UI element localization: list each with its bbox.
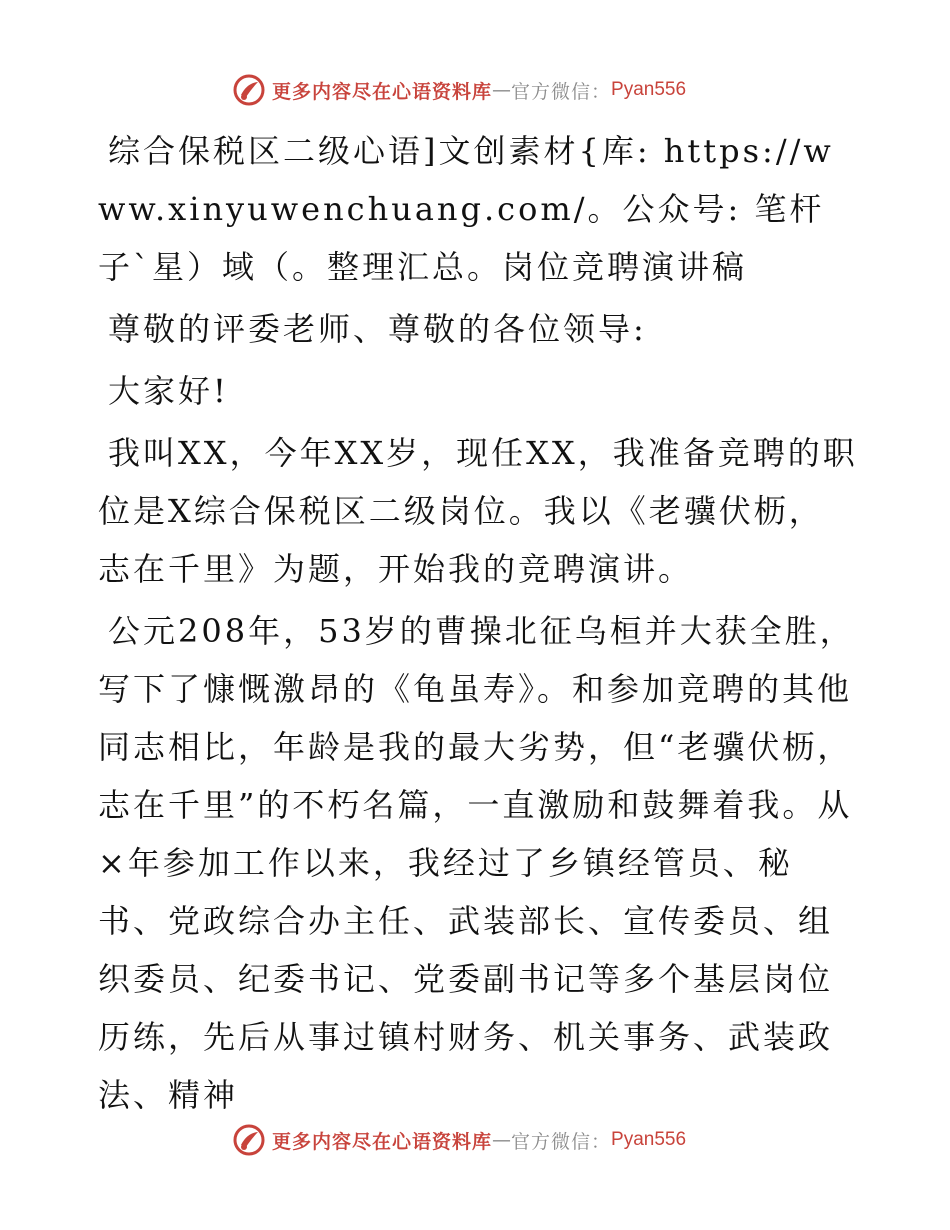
footer-banner	[232, 1122, 686, 1158]
salutation: 尊敬的评委老师、尊敬的各位领导:	[108, 310, 647, 348]
header-slogan: 更多内容尽在心语资料库	[272, 80, 493, 103]
greeting: 大家好!	[108, 372, 229, 410]
brush-logo-icon	[232, 1123, 266, 1157]
self-introduction-paragraph: 我叫XX，今年XX岁，现任XX，我准备竞聘的职位是X综合保税区二级岗位。我以《老骥伏枥，志在千里》为题，开始我的竞聘演讲。	[98, 434, 858, 588]
footer-separator: —	[492, 1129, 512, 1151]
header-wechat-label: 官方微信：	[511, 80, 612, 103]
footer-wechat-id: Pyan556	[611, 1129, 687, 1150]
header-banner	[232, 72, 686, 108]
brush-logo-icon	[232, 73, 266, 107]
header-wechat-id: Pyan556	[611, 79, 687, 100]
document-body	[98, 122, 858, 1128]
intro-paragraph: 综合保税区二级心语]文创素材{库: https://www.xinyuwenchuang.com/。公众号: 笔杆子`星）域（。整理汇总。岗位竞聘演讲稿	[98, 132, 834, 286]
footer-slogan: 更多内容尽在心语资料库	[272, 1130, 493, 1153]
header-separator: —	[492, 79, 512, 101]
footer-wechat-label: 官方微信：	[511, 1130, 612, 1153]
experience-paragraph: 公元208年，53岁的曹操北征乌桓并大获全胜，写下了慷慨激昂的《龟虽寿》。和参加竞聘的其他同志相比，年龄是我的最大劣势，但“老骥伏枥，志在千里”的不朽名篇，一直激励和鼓舞着我。从×年参加工作以来，我经过了乡镇经管员、秘书、党政综合办主任、武装部长、宣传委员、组织委员、纪委书记、党委副书记等多个基层岗位历练，先后从事过镇村财务、机关事务、武装政法、精神	[98, 612, 855, 1114]
